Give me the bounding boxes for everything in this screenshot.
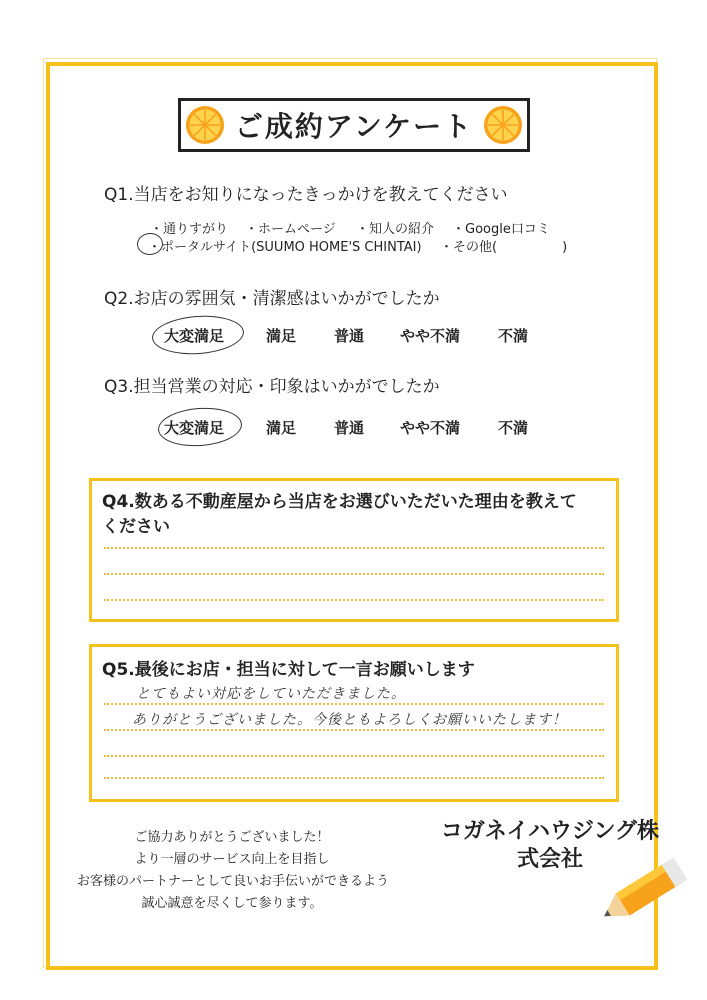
closing-line-4: 誠心誠意を尽くして参ります。: [141, 896, 323, 911]
q2-question: Q2.お店の雰囲気・清潔感はいかがでしたか: [104, 289, 440, 309]
company-name-line1: コガネイハウジング株: [440, 819, 660, 844]
q4-answer-box: [89, 478, 619, 622]
q5-answer-line[interactable]: [104, 755, 604, 757]
q4-question-line1: Q4.数ある不動産屋から当店をお選びいただいた理由を教えて: [102, 492, 577, 512]
q3-rating-somewhat-dissatisfied[interactable]: やや不満: [400, 419, 461, 437]
closing-line-2: より一層のサービス向上を目指し: [134, 852, 330, 867]
pencil-icon: [590, 848, 700, 938]
q4-answer-line[interactable]: [104, 573, 604, 575]
closing-line-3: お客様のパートナーとして良いお手伝いができるよう: [76, 874, 389, 889]
q1-question: Q1.当店をお知りになったきっかけを教えてください: [104, 185, 508, 205]
q1-option-other[interactable]: ・その他( ): [440, 240, 568, 255]
q5-answer-line[interactable]: [104, 703, 604, 705]
q5-handwritten-answer-line2: ありがとうございました。今後ともよろしくお願いいたします！: [132, 712, 567, 728]
page-title: ご成約アンケート: [234, 110, 474, 143]
q5-handwritten-answer-line1: とてもよい対応をしていただきました。: [136, 686, 406, 702]
q1-option-portal-site[interactable]: ・ポータルサイト(SUUMO HOME'S CHINTAI): [148, 240, 422, 255]
company-name-line2: 式会社: [516, 847, 583, 872]
q3-rating-very-satisfied[interactable]: 大変満足: [164, 419, 225, 437]
orange-slice-icon: [185, 105, 225, 145]
q3-rating-satisfied[interactable]: 満足: [266, 419, 297, 437]
q2-rating-somewhat-dissatisfied[interactable]: やや不満: [400, 327, 461, 345]
q3-question: Q3.担当営業の対応・印象はいかがでしたか: [104, 377, 440, 397]
q4-answer-line[interactable]: [104, 599, 604, 601]
q4-question-line2: ください: [102, 517, 170, 537]
q5-answer-line[interactable]: [104, 777, 604, 779]
orange-slice-icon: [483, 105, 523, 145]
q3-rating-dissatisfied[interactable]: 不満: [498, 419, 529, 437]
q1-option-homepage[interactable]: ・ホームページ: [245, 222, 336, 237]
q5-answer-line[interactable]: [104, 729, 604, 731]
title-box: [178, 98, 530, 152]
q1-option-google-reviews[interactable]: ・Google口コミ: [452, 222, 550, 237]
q5-answer-box: [89, 644, 619, 802]
q2-rating-very-satisfied[interactable]: 大変満足: [164, 327, 225, 345]
q4-answer-line[interactable]: [104, 547, 604, 549]
closing-line-1: ご協力ありがとうございました！: [134, 830, 330, 845]
q2-rating-neutral[interactable]: 普通: [334, 327, 365, 345]
q3-rating-neutral[interactable]: 普通: [334, 419, 365, 437]
q5-question: Q5.最後にお店・担当に対して一言お願いします: [102, 660, 475, 680]
q1-option-passing[interactable]: ・通りすがり: [150, 222, 229, 237]
q2-rating-dissatisfied[interactable]: 不満: [498, 327, 529, 345]
q1-option-referral[interactable]: ・知人の紹介: [356, 222, 435, 237]
q2-rating-satisfied[interactable]: 満足: [266, 327, 297, 345]
